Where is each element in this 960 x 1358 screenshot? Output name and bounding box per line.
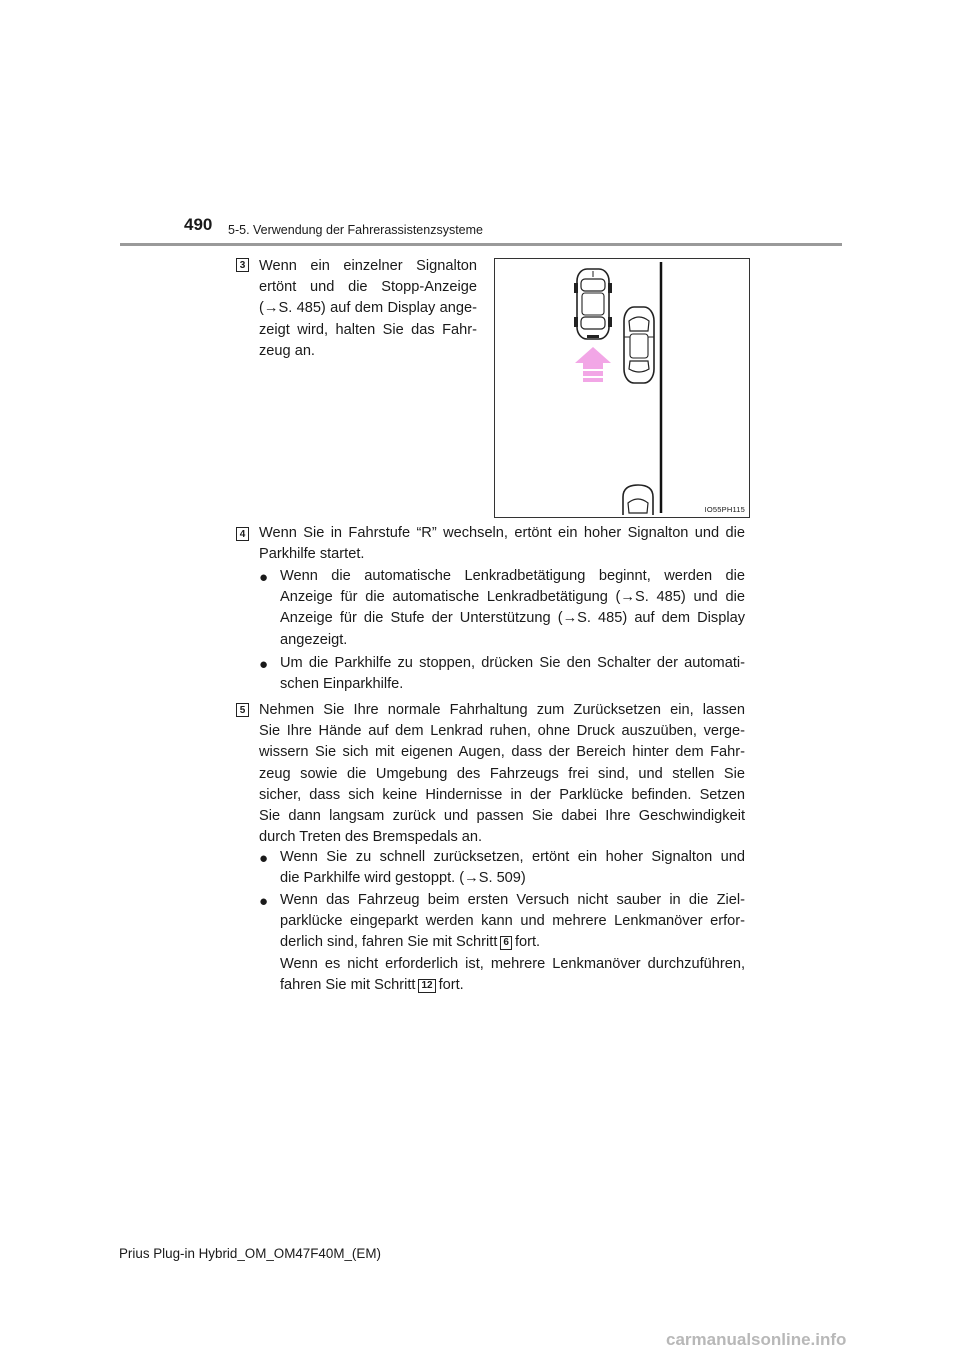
parking-illustration <box>494 258 750 518</box>
step-badge-3: 3 <box>236 258 249 272</box>
step5-b2-line-3 <box>280 932 745 953</box>
step4-line-2: Parkhilfe startet. <box>259 546 365 563</box>
step4-b2-line-2: schen Einparkhilfe. <box>280 676 404 693</box>
step5-line-3: wissern Sie sich mit eigenen Augen, dass der Bereich hinter dem Fahr- <box>259 744 745 761</box>
section-title: 5-5. Verwendung der Fahrerassistenzsysteme <box>228 223 483 237</box>
step5-b2-line-1: Wenn das Fahrzeug beim ersten Versuch nicht sauber in die Ziel- <box>280 892 745 908</box>
step5-text <box>259 700 745 848</box>
step-badge-4: 4 <box>236 527 249 541</box>
step5-b2-line-3-text: derlich sind, fahren Sie mit Schritt <box>280 934 498 951</box>
step5-b2-line-5-end: fort. <box>438 976 464 993</box>
parking-diagram <box>495 259 749 517</box>
step4-b1-line-3: Anzeige für die Stufe der Unterstützung (→S. 485) auf dem Display <box>280 610 745 627</box>
figure-code: IO55PH115 <box>704 505 745 514</box>
header-rule <box>120 243 842 246</box>
step5-b2-line-4: Wenn es nicht erforderlich ist, mehrere Lenkmanöver durchzuführen, <box>280 955 745 972</box>
step5-b2-line-5 <box>280 975 745 996</box>
bullet-icon: ● <box>259 850 269 867</box>
bullet-icon: ● <box>259 656 269 673</box>
step4-bullet-1 <box>280 566 745 651</box>
direction-arrow-icon <box>575 347 611 382</box>
step5-bullet-1 <box>280 847 745 889</box>
step4-b1-line-4: angezeigt. <box>280 631 348 648</box>
footer-document-id: Prius Plug-in Hybrid_OM_OM47F40M_(EM) <box>119 1246 381 1261</box>
step4-bullet-2 <box>280 653 745 695</box>
step3-line-3: (→S. 485) auf dem Display ange- <box>259 300 477 317</box>
step5-b1-line-1: Wenn Sie zu schnell zurücksetzen, ertönt ein hoher Signalton und <box>280 849 745 865</box>
step5-b2-line-2: parklücke eingeparkt werden kann und mehrere Lenkmanöver erfor- <box>280 913 745 930</box>
parked-car-icon <box>624 307 654 383</box>
step-ref-badge-12[interactable]: 12 <box>418 979 435 993</box>
step5-line-7: durch Treten des Bremspedals an. <box>259 829 483 846</box>
step3-line-2: ertönt und die Stopp-Anzeige <box>259 279 477 296</box>
step5-line-6: Sie dann langsam zurück und passen Sie dabei Ihre Geschwindigkeit <box>259 808 745 825</box>
step3-text <box>259 256 477 362</box>
step-ref-badge-6[interactable]: 6 <box>500 936 512 950</box>
step4-text <box>259 523 745 565</box>
bullet-icon: ● <box>259 893 269 910</box>
step3-line-1: Wenn ein einzelner Signalton <box>259 258 477 274</box>
step5-b1-line-2: die Parkhilfe wird gestoppt. (→S. 509) <box>280 870 526 887</box>
step5-line-5: sicher, dass sich keine Hindernisse in der Parklücke befinden. Setzen <box>259 786 745 803</box>
page-number: 490 <box>184 215 213 234</box>
step4-b1-line-2: Anzeige für die automatische Lenkradbetätigung (→S. 485) und die <box>280 589 745 606</box>
step4-b1-line-1: Wenn die automatische Lenkradbetätigung beginnt, werden die <box>280 568 745 584</box>
own-car-icon <box>574 269 612 339</box>
step5-line-4: zeug sowie die Umgebung des Fahrzeugs frei sind, und stellen Sie <box>259 765 745 782</box>
rear-car-icon <box>623 485 653 515</box>
step5-b2-line-5-text: fahren Sie mit Schritt <box>280 976 416 993</box>
step4-b2-line-1: Um die Parkhilfe zu stoppen, drücken Sie den Schalter der automati- <box>280 655 745 671</box>
bullet-icon: ● <box>259 569 269 586</box>
step5-b2-line-3-end: fort. <box>514 934 541 951</box>
step3-line-5: zeug an. <box>259 342 315 359</box>
step5-line-1: Nehmen Sie Ihre normale Fahrhaltung zum Zurücksetzen ein, lassen <box>259 702 745 718</box>
step4-line-1: Wenn Sie in Fahrstufe “R” wechseln, ertönt ein hoher Signalton und die <box>259 525 745 541</box>
step5-line-2: Sie Ihre Hände auf dem Lenkrad ruhen, ohne Druck auszuüben, verge- <box>259 723 745 740</box>
step5-bullet-2 <box>280 890 745 996</box>
step-badge-5: 5 <box>236 703 249 717</box>
watermark: carmanualsonline.info <box>666 1330 847 1349</box>
step3-line-4: zeigt wird, halten Sie das Fahr- <box>259 321 477 338</box>
